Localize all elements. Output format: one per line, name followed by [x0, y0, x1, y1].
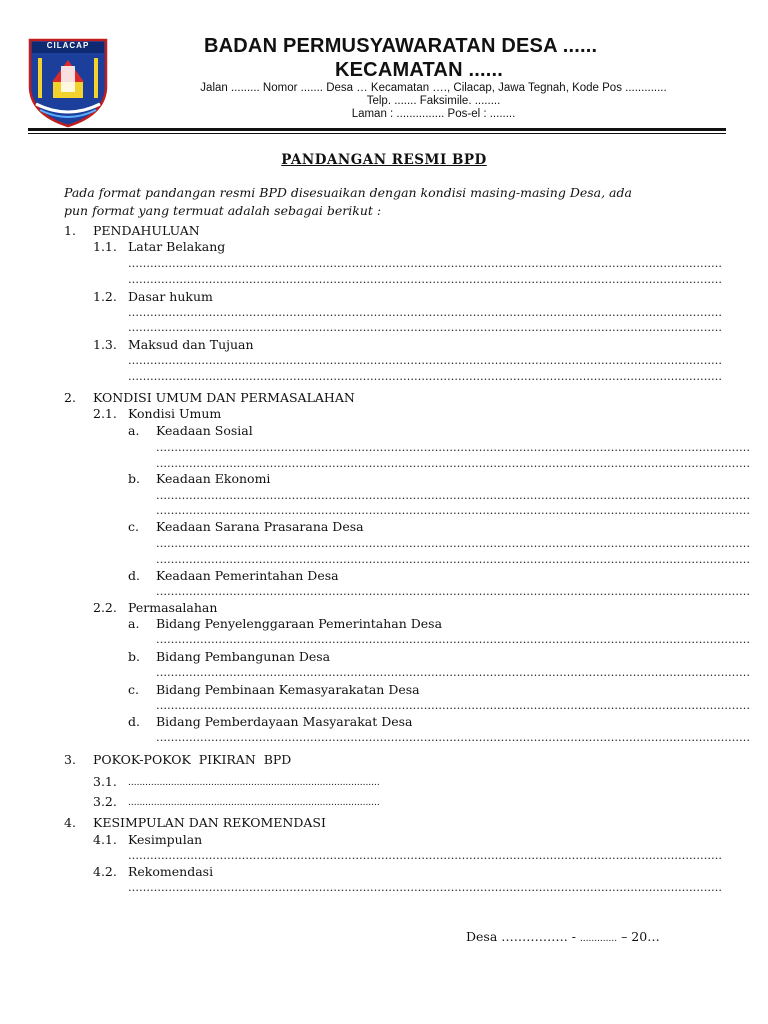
item-4-2-label: Rekomendasi	[128, 864, 214, 879]
item-4-1-label: Kesimpulan	[128, 832, 203, 847]
fill-line: ………………………………………………………………………………………………………………………………………………	[156, 666, 750, 679]
item-2-1-c-letter: c.	[128, 519, 139, 534]
item-2-1-c-label: Keadaan Sarana Prasarana Desa	[156, 519, 364, 534]
item-4-1-number: 4.1.	[93, 832, 117, 847]
item-2-1-a-letter: a.	[128, 423, 140, 438]
fill-line: ………………………………………………………………………………………………………………………………………………	[128, 257, 722, 270]
fill-line: ………………………………………………………………………………………………………………………………………………	[156, 633, 750, 646]
org-district: KECAMATAN ......	[335, 59, 504, 81]
org-name: BADAN PERMUSYAWARATAN DESA ......	[204, 35, 598, 57]
section-4-number: 4.	[64, 815, 76, 830]
fill-line: ………………………………………………………………………………………………………………………………………………	[128, 849, 722, 862]
fill-line: ………………………………………………………………………………………………………………………………………………	[128, 321, 722, 334]
section-2-title: KONDISI UMUM DAN PERMASALAHAN	[93, 390, 355, 405]
section-1-number: 1.	[64, 223, 76, 238]
item-1-3-label: Maksud dan Tujuan	[128, 337, 254, 352]
place-date	[466, 930, 660, 946]
item-2-2-b-letter: b.	[128, 649, 140, 664]
fill-line: ………………………………………………………………………………………………………………………………………………	[156, 553, 750, 566]
item-2-2-d-label: Bidang Pemberdayaan Masyarakat Desa	[156, 714, 413, 729]
place-date-year: – 20…	[617, 929, 660, 944]
item-2-2-c-letter: c.	[128, 682, 139, 697]
fill-line: ………………………………………………………………………………………………………………………………………………	[156, 585, 750, 598]
item-2-1-d-letter: d.	[128, 568, 140, 583]
place-date-prefix: Desa ……………. -	[466, 929, 580, 944]
fill-line: ………………………………………………………………………………………………………………………………………………	[156, 731, 750, 744]
fill-line: ………………………………………………………………………………………………………………………………………………	[128, 306, 722, 319]
item-2-2-label: Permasalahan	[128, 600, 218, 615]
item-2-1-b-label: Keadaan Ekonomi	[156, 471, 271, 486]
fill-line: ………………………………………………………………………………………………………………………………………………	[156, 699, 750, 712]
fill-line: ………………………………………………………………………………………………………………………………………………	[128, 354, 722, 367]
item-4-2-number: 4.2.	[93, 864, 117, 879]
intro-line-2: pun format yang termuat adalah sebagai berikut :	[64, 203, 382, 218]
logo-text: CILACAP	[46, 41, 90, 50]
fill-line: ........................................................................................	[128, 798, 380, 808]
item-1-2-label: Dasar hukum	[128, 289, 213, 304]
section-2-number: 2.	[64, 390, 76, 405]
fill-line: ………………………………………………………………………………………………………………………………………………	[156, 441, 750, 454]
section-4-title: KESIMPULAN DAN REKOMENDASI	[93, 815, 326, 830]
item-2-1-number: 2.1.	[93, 406, 117, 421]
org-address: Jalan ......... Nomor ....... Desa … Kecamatan …., Cilacap, Jawa Tegnah, Kode Pos .............	[200, 82, 667, 94]
item-1-1-label: Latar Belakang	[128, 239, 226, 254]
page-title: PANDANGAN RESMI BPD	[281, 152, 487, 168]
letterhead-rule-thin	[28, 133, 726, 134]
item-3-1-number: 3.1.	[93, 774, 117, 789]
fill-line: ………………………………………………………………………………………………………………………………………………	[128, 370, 722, 383]
intro-line-1: Pada format pandangan resmi BPD disesuaikan dengan kondisi masing-masing Desa, ada	[64, 185, 632, 200]
item-2-2-a-label: Bidang Penyelenggaraan Pemerintahan Desa	[156, 616, 443, 631]
item-2-2-b-label: Bidang Pembangunan Desa	[156, 649, 331, 664]
item-2-1-d-label: Keadaan Pemerintahan Desa	[156, 568, 339, 583]
letterhead-rule-thick	[28, 128, 726, 131]
item-2-2-d-letter: d.	[128, 714, 140, 729]
section-3-title: POKOK-POKOK PIKIRAN BPD	[93, 752, 292, 767]
item-2-1-b-letter: b.	[128, 471, 140, 486]
fill-line: ........................................................................................	[128, 778, 380, 788]
fill-line: ………………………………………………………………………………………………………………………………………………	[128, 273, 722, 286]
section-3-number: 3.	[64, 752, 76, 767]
org-web: Laman : ............... Pos-el : ........	[351, 108, 516, 120]
place-date-day: .............	[579, 934, 618, 944]
item-3-2-number: 3.2.	[93, 794, 117, 809]
fill-line: ………………………………………………………………………………………………………………………………………………	[156, 537, 750, 550]
item-1-3-number: 1.3.	[93, 337, 117, 352]
item-2-1-a-label: Keadaan Sosial	[156, 423, 253, 438]
fill-line: ………………………………………………………………………………………………………………………………………………	[156, 504, 750, 517]
fill-line: ………………………………………………………………………………………………………………………………………………	[156, 489, 750, 502]
regency-logo	[26, 36, 110, 128]
item-2-2-a-letter: a.	[128, 616, 140, 631]
org-contact: Telp. ....... Faksimile. ........	[366, 95, 501, 107]
item-2-1-label: Kondisi Umum	[128, 406, 222, 421]
item-2-2-number: 2.2.	[93, 600, 117, 615]
fill-line: ………………………………………………………………………………………………………………………………………………	[156, 457, 750, 470]
item-1-2-number: 1.2.	[93, 289, 117, 304]
fill-line: ………………………………………………………………………………………………………………………………………………	[128, 881, 722, 894]
section-1-title: PENDAHULUAN	[93, 223, 200, 238]
item-2-2-c-label: Bidang Pembinaan Kemasyarakatan Desa	[156, 682, 420, 697]
item-1-1-number: 1.1.	[93, 239, 117, 254]
